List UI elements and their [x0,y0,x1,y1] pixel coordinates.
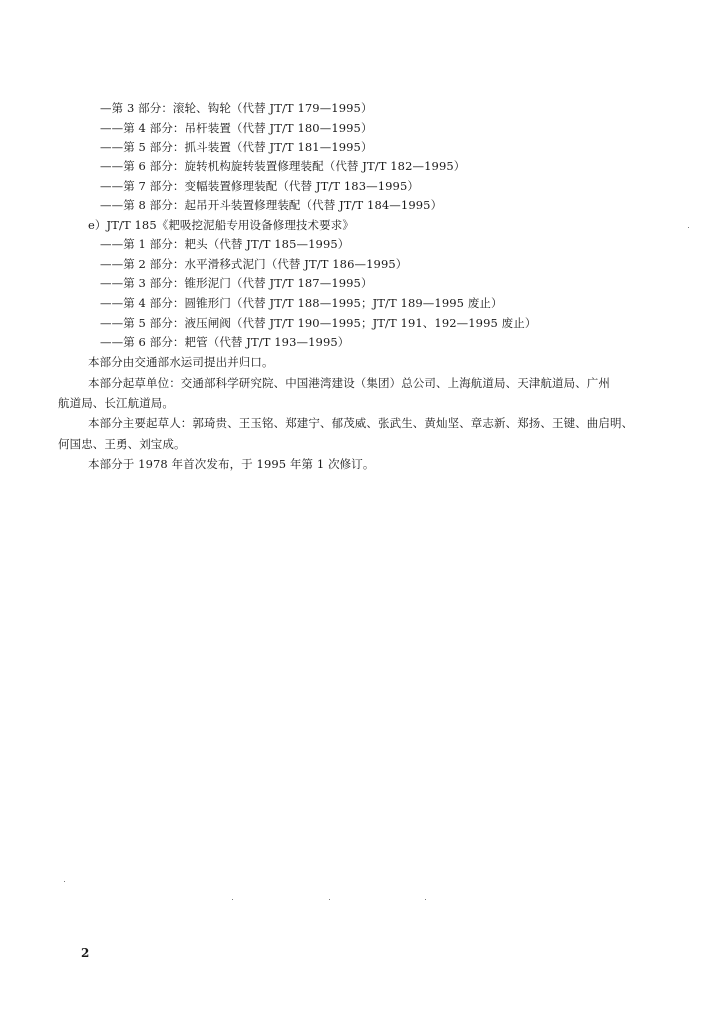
scan-speck [688,227,689,228]
paragraph-drafters-cont: 何国忠、王勇、刘宝成。 [58,437,186,451]
scan-speck [329,899,330,900]
scan-speck [232,899,233,900]
list-item: ——第 6 部分：耙管（代替 JT/T 193—1995） [100,335,350,349]
list-item: ——第 8 部分：起吊开斗装置修理装配（代替 JT/T 184—1995） [100,198,443,212]
list-item: ——第 4 部分：圆锥形门（代替 JT/T 188—1995；JT/T 189—1995 废止） [100,296,503,310]
list-item: ——第 7 部分：变幅装置修理装配（代替 JT/T 183—1995） [100,179,419,193]
scan-speck [425,899,426,900]
paragraph-drafting-unit: 本部分起草单位：交通部科学研究院、中国港湾建设（集团）总公司、上海航道局、天津航道局、广州 [88,376,610,390]
list-item: —第 3 部分：滚轮、钩轮（代替 JT/T 179—1995） [100,101,373,115]
list-item: ——第 1 部分：耙头（代替 JT/T 185—1995） [100,237,350,251]
scan-speck [64,881,65,882]
list-item: ——第 5 部分：抓斗装置（代替 JT/T 181—1995） [100,140,373,154]
list-item: ——第 2 部分：水平滑移式泥门（代替 JT/T 186—1995） [100,257,408,271]
page-number: 2 [81,946,90,960]
list-item: ——第 3 部分：锥形泥门（代替 JT/T 187—1995） [100,276,373,290]
list-item: ——第 6 部分：旋转机构旋转装置修理装配（代替 JT/T 182—1995） [100,159,466,173]
paragraph-history: 本部分于 1978 年首次发布，于 1995 年第 1 次修订。 [88,457,375,471]
paragraph-drafting-unit-cont: 航道局、长江航道局。 [58,396,174,410]
list-item: ——第 5 部分：液压闸阀（代替 JT/T 190—1995；JT/T 191、192—1995 废止） [100,316,537,330]
paragraph-drafters: 本部分主要起草人：郭琦贵、王玉铭、郑建宁、郁茂威、张武生、黄灿坚、章志新、郑扬、王键、曲启明、 [88,416,634,430]
section-heading: e）JT/T 185《耙吸挖泥船专用设备修理技术要求》 [88,218,354,232]
list-item: ——第 4 部分：吊杆装置（代替 JT/T 180—1995） [100,121,373,135]
paragraph-proposed: 本部分由交通部水运司提出并归口。 [88,355,274,369]
